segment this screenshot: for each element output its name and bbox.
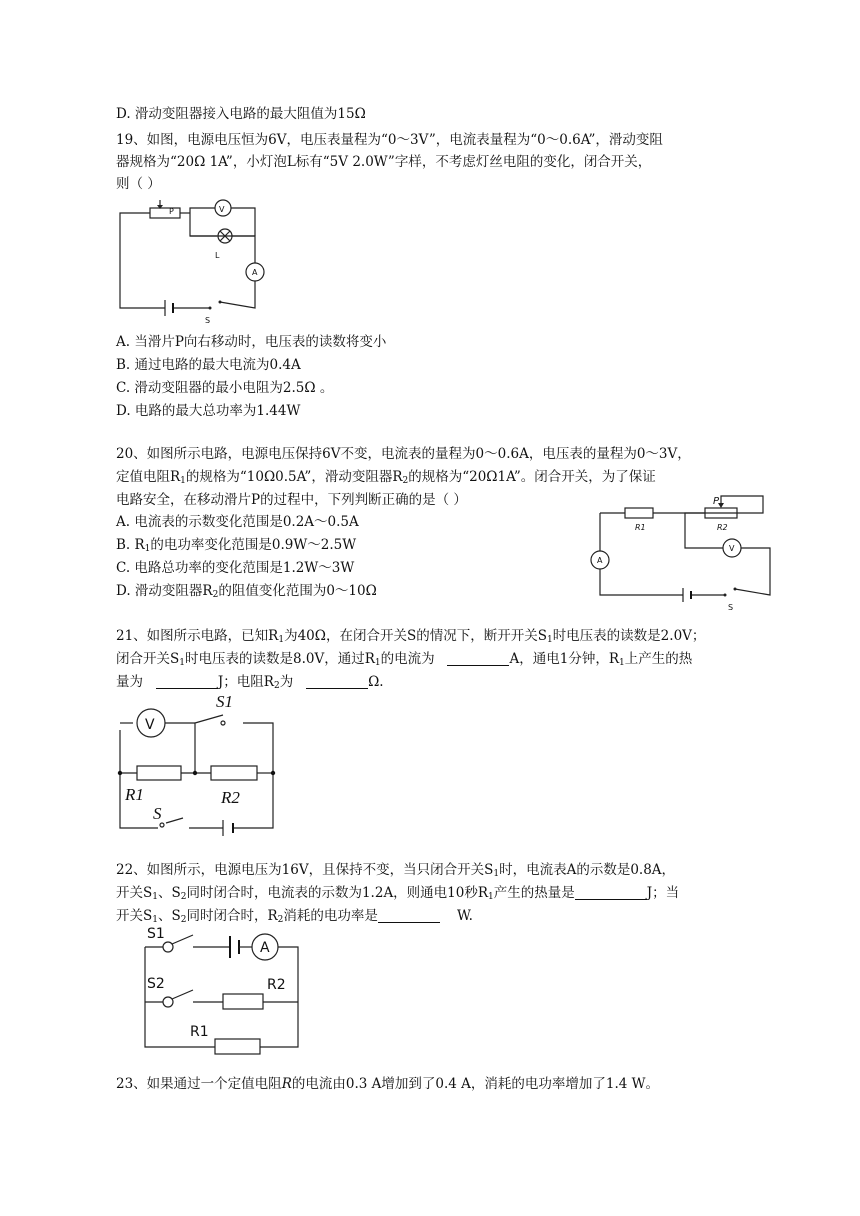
q21-blank-resistance[interactable] [306,674,368,689]
q21-label-v: V [145,717,155,733]
q20-option-c: C. 电路总功率的变化范围是1.2W～3W [116,560,355,576]
q20-label-v: V [729,544,735,553]
q22-blank-heat[interactable] [575,885,647,900]
q21-label-s1: S1 [216,695,233,711]
q22-label-s1: S1 [147,926,165,942]
q19-option-b: B. 通过电路的最大电流为0.4A [116,357,301,373]
q22-label-r2: R2 [267,977,286,993]
q21-label-r2: R2 [221,788,240,807]
q20-stem-line-2: 定值电阻$R_1$的规格为“10Ω0.5A”，滑动变阻器$R_2$的规格为“20Ω1A”。闭合开关，为了保证 [116,469,656,486]
q19-label-l: L [215,251,220,260]
q20-label-a: A [597,556,603,565]
q21-stem-line-1: 21、如图所示电路，已知$R_1$为40Ω，在闭合开关S的情况下，断开开关$S_1$时电压表的读数是2.0V； [116,628,706,645]
q19-stem-line-1: 19、如图，电源电压恒为6V，电压表量程为“0～3V”，电流表量程为“0～0.6A”，滑动变阻 [116,132,663,148]
q21-stem-line-3: 量为 J；电阻$R_2$为 Ω. [116,674,384,691]
q22-label-a: A [260,940,270,956]
q20-label-p: P [713,496,720,507]
q22-label-s2: S2 [147,976,165,992]
q19-label-s: S [205,316,211,325]
q19-label-p: P [169,207,174,216]
q19-circuit-diagram [115,198,275,328]
q22-blank-power[interactable] [378,908,440,923]
q22-label-r1: R1 [190,1024,209,1040]
q20-label-r1: R1 [635,523,646,532]
q20-option-a: A. 电流表的示数变化范围是0.2A～0.5A [116,514,359,530]
q21-label-r1: R1 [125,785,144,804]
q23-stem: 23、如果通过一个定值电阻R的电流由0.3 A增加到了0.4 A，消耗的电功率增加了1.4 W。 [116,1076,660,1092]
q22-stem-line-1: 22、如图所示，电源电压为16V，且保持不变，当只闭合开关$S_1$时，电流表A的示数是0.8A， [116,862,676,879]
q22-stem-line-3: 开关$S_1$、$S_2$同时闭合时，$R_2$消耗的电功率是 W. [116,908,473,925]
q19-option-c: C. 滑动变阻器的最小电阻为2.5Ω 。 [116,380,334,396]
q22-stem-line-2: 开关$S_1$、$S_2$同时闭合时，电流表的示数为1.2A，则通电10秒$R_1$产生的热量是 J；当 [116,885,680,902]
q19-label-v: V [219,205,225,214]
q19-option-a: A. 当滑片P向右移动时，电压表的读数将变小 [116,334,387,350]
q20-option-b: B. $R_1$的电功率变化范围是0.9W～2.5W [116,537,357,554]
q20-stem-line-1: 20、如图所示电路，电源电压保持6V不变，电流表的量程为0～0.6A，电压表的量程为0～3V， [116,446,691,462]
q20-label-r2: R2 [717,523,728,532]
q19-stem-line-2: 器规格为“20Ω 1A”，小灯泡L标有“5V 2.0W”字样，不考虑灯丝电阻的变化，闭合开关， [116,154,652,170]
q21-stem-line-2: 闭合开关$S_1$时电压表的读数是8.0V，通过$R_1$的电流为 A，通电1分钟，$R_1$上产生的热 [116,651,693,668]
q20-circuit-diagram [585,493,780,613]
q20-label-s: S [728,603,734,612]
q19-label-a: A [252,268,258,277]
q22-circuit-diagram [135,922,315,1062]
q21-blank-current[interactable] [447,651,509,666]
q19-stem-line-3: 则（ ） [116,176,161,192]
q21-blank-heat[interactable] [156,674,218,689]
q21-circuit-diagram [113,695,283,840]
q21-label-s: S [153,804,162,823]
q19-option-d: D. 电路的最大总功率为1.44W [116,403,301,419]
q20-stem-line-3: 电路安全，在移动滑片P的过程中，下列判断正确的是（ ） [116,492,467,508]
q18-option-d: D. 滑动变阻器接入电路的最大阻值为15Ω [116,106,366,122]
q20-option-d: D. 滑动变阻器$R_2$的阻值变化范围为0～10Ω [116,583,377,600]
